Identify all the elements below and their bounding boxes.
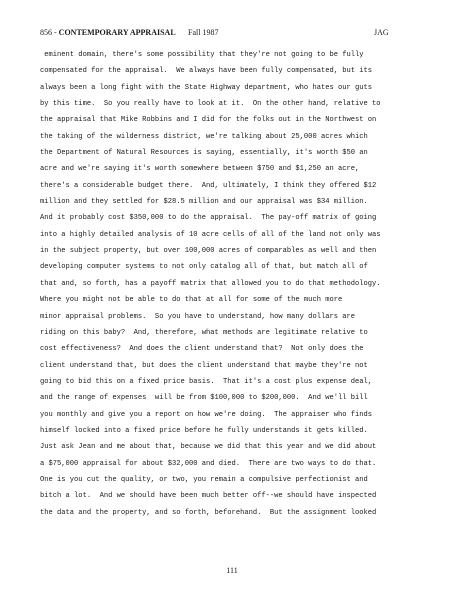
header-journal-title: CONTEMPORARY APPRAISAL [58, 28, 176, 37]
header-initials: JAG [374, 28, 389, 37]
body-line: the data and the property, and so forth, beforehand. But the assignment looked [40, 508, 377, 517]
body-line: cost effectiveness? And does the client understand that? Not only does the [40, 345, 364, 354]
body-line: compensated for the appraisal. We always have been fully compensated, but its [40, 67, 373, 76]
body-line: you monthly and give you a report on how we're doing. The appraiser who finds [40, 410, 373, 419]
body-line: by this time. So you really have to look at it. On the other hand, relative to [40, 100, 381, 109]
body-line: bitch a lot. And we should have been much better off--we should have inspected [40, 492, 377, 501]
body-line: always been a long fight with the State Highway department, who hates our guts [40, 83, 373, 92]
body-line: acre and we're saying it's worth somewhere between $750 and $1,250 an acre, [40, 165, 360, 174]
page-number: 111 [226, 566, 238, 575]
body-line: a $75,000 appraisal for about $32,000 and died. There are two ways to do that. [40, 459, 377, 468]
body-line: eminent domain, there's some possibility that they're not going to be fully [40, 51, 364, 59]
body-line: the appraisal that Mike Robbins and I did for the folks out in the Northwest on [40, 116, 377, 125]
body-line: going to bid this on a fixed price basis. That it's a cost plus expense deal, [40, 377, 373, 386]
body-line: million and they settled for $28.5 million and our appraisal was $34 million. [40, 198, 368, 207]
body-line: in the subject property, but over 100,000 acres of comparables as well and then [40, 247, 377, 256]
body-line: the taking of the wilderness district, we're talking about 25,000 acres which [40, 132, 368, 141]
transcript-body [40, 47, 450, 521]
body-line: the Department of Natural Resources is saying, essentially, it's worth $50 an [40, 149, 368, 158]
body-line: Where you might not be able to do that at all for some of the much more [40, 296, 343, 305]
body-line: into a highly detailed analysis of 10 acre cells of all of the land not only was [40, 230, 381, 239]
body-line: himself locked into a fixed price before he fully understands it gets killed. [40, 426, 368, 435]
body-line: client understand that, but does the client understand that maybe they're not [40, 361, 368, 370]
body-line: and the range of expenses will be from $100,000 to $200,000. And we'll bill [40, 394, 368, 403]
body-line: minor appraisal problems. So you have to understand, how many dollars are [40, 312, 356, 321]
body-line: developing computer systems to not only catalog all of that, but match all of [40, 263, 368, 272]
body-line: Just ask Jean and me about that, because we did that this year and we did about [40, 443, 377, 452]
header-journal [40, 28, 176, 37]
body-line: One is you cut the quality, or two, you remain a compulsive perfectionist and [40, 475, 368, 484]
header-issue: Fall 1987 [188, 28, 219, 37]
running-header [40, 28, 440, 42]
body-line: And it probably cost $350,000 to do the appraisal. The pay-off matrix of going [40, 214, 377, 223]
body-line: riding on this baby? And, therefore, what methods are legitimate relative to [40, 328, 368, 337]
header-page-prefix: 856 - [40, 28, 59, 37]
body-line: that and, so forth, has a payoff matrix that allowed you to do that methodology. [40, 279, 381, 288]
body-line: there's a considerable budget there. And, ultimately, I think they offered $12 [40, 181, 377, 190]
